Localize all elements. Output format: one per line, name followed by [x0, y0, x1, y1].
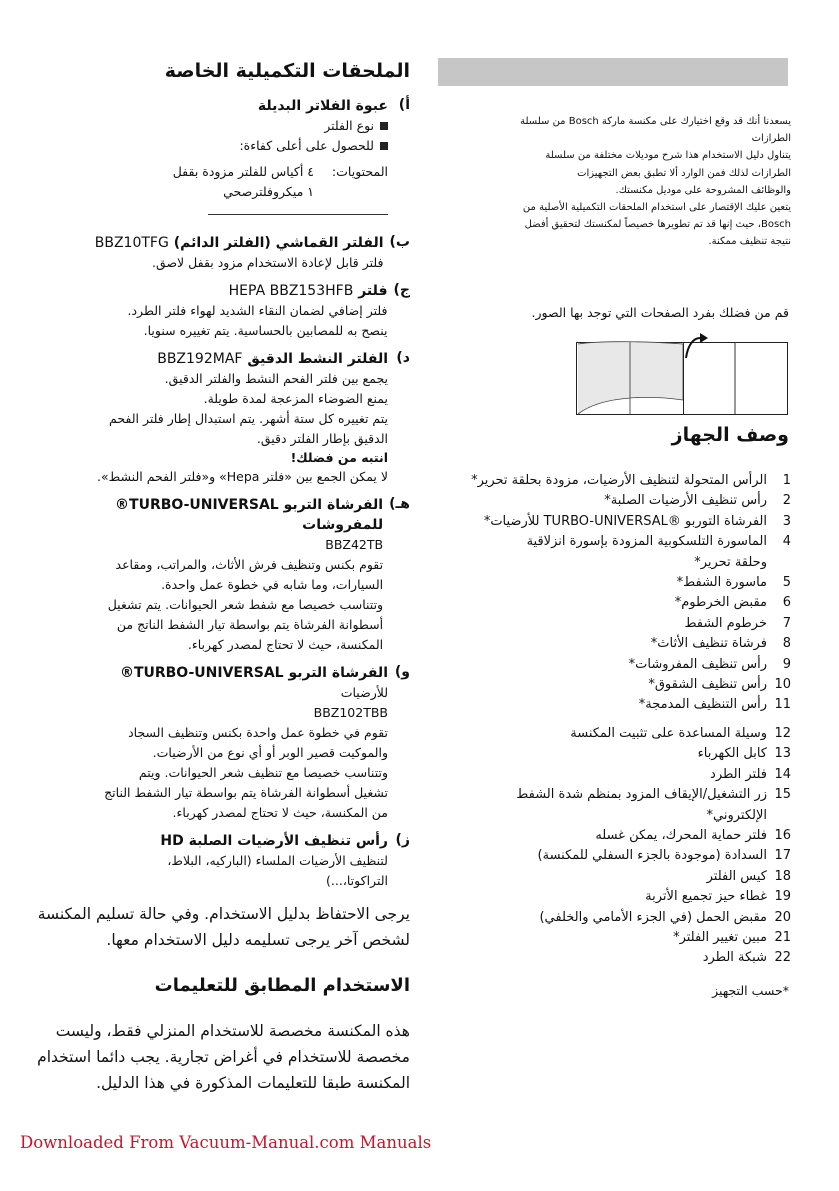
list-item: 4 الماسورة التلسكوبية المزودة بإسورة انزلاقية: [526, 534, 791, 550]
bullet-item: نوع الفلتر: [22, 116, 388, 136]
section-title: فلتر HEPA BBZ153HFB: [228, 283, 388, 299]
section-label: ز): [395, 832, 410, 848]
list-item: 1 الرأس المتحولة لتنظيف الأرضيات، مزودة بحلقة تحرير*: [471, 473, 791, 488]
section-g: [22, 831, 410, 891]
section-text: وتتناسب خصيصا مع شفط شعر الحيوانات. يتم تشغيل: [107, 597, 384, 612]
section-e: [22, 495, 410, 655]
section-text: وتتناسب خصيصا مع تنظيف شعر الحيوانات. ويتم: [138, 765, 388, 780]
intro-line: الطرازات: [751, 133, 791, 145]
list-item: 10 رأس تنظيف الشقوق*: [648, 677, 791, 693]
accessories-title: الملحقات التكميلية الخاصة: [164, 60, 410, 82]
list-item: 16 فلتر حماية المحرك، يمكن غسله: [595, 827, 791, 843]
section-title: رأس تنظيف الأرضيات الصلبة HD: [160, 833, 388, 849]
section-subtitle: للأرضيات: [340, 685, 388, 700]
intro-line: الطرازات لذلك فمن الوارد ألا تطبق بعض التجهيزات: [577, 167, 791, 179]
intro-line: Bosch، حيث إنها قد تم تطويرها خصيصاً لمكنستك لتحقيق أفضل: [524, 219, 791, 231]
intro-line: يسعدنا أنك قد وقع اختيارك على مكنسة ماركة Bosch من سلسلة: [520, 116, 791, 127]
section-title: الفلتر النشط الدقيق BBZ192MAF: [157, 351, 388, 367]
section-text: التراكوتا،...): [326, 873, 388, 888]
model-number: BBZ42TB: [325, 537, 384, 552]
section-text: تشغيل أسطوانة الفرشاة يتم بواسطة تيار الشفط الناتج: [104, 785, 388, 800]
list-item: 7 خرطوم الشفط: [684, 615, 791, 631]
contents-label: المحتويات:: [331, 164, 388, 179]
section-label: و): [394, 664, 410, 680]
keep-manual-paragraph: يرجى الاحتفاظ بدليل الاستخدام. وفي حالة تسليم المكنسة لشخص آخر يرجى تسليمه دليل الاستخدام معها.: [37, 905, 410, 949]
list-item: 14 فلتر الطرد: [710, 766, 791, 782]
section-a: [22, 96, 410, 225]
bullet-square-icon: [380, 142, 388, 150]
proper-use-paragraph: هذه المكنسة مخصصة للاستخدام المنزلي فقط، وليست مخصصة للاستخدام في أغراض تجارية. يجب دائما استخدام المكنسة طبقا للتعليمات المذكورة في هذا الدليل.: [37, 1022, 410, 1092]
section-text: تقوم بكنس وتنظيف فرش الأثاث، والمراتب، ومقاعد: [115, 557, 384, 572]
equipment-footnote: *حسب التجهيز: [712, 983, 789, 998]
section-text: أسطوانة الفرشاة يتم بواسطة تيار الشفط الناتج من: [116, 617, 384, 632]
section-title: الفرشاة التربو TURBO-UNIVERSAL®: [115, 497, 384, 513]
section-subtitle: للمفروشات: [302, 517, 384, 533]
list-item: 19 غطاء حيز تجميع الأتربة: [645, 889, 791, 905]
proper-use-title: الاستخدام المطابق للتعليمات: [154, 975, 410, 996]
download-source-link[interactable]: Downloaded From Vacuum-Manual.com Manuals: [20, 1133, 432, 1152]
section-label: أ): [398, 97, 410, 113]
list-item: 21 مبين تغيير الفلتر*: [673, 929, 791, 945]
section-b: [22, 233, 410, 273]
section-text: والموكيت قصير الوبر أو أي نوع من الأرضيات.: [152, 745, 388, 760]
section-text: ينصح به للمصابين بالحساسية. يتم تغييره سنويا.: [143, 323, 388, 338]
accessories-column: [22, 56, 410, 1118]
list-item: 20 مقبض الحمل (في الجزء الأمامي والخلفي): [539, 909, 791, 925]
contents-block: [22, 162, 388, 202]
section-label: هـ): [389, 496, 410, 512]
list-item: 5 ماسورة الشفط*: [676, 575, 791, 591]
list-item: 18 كيس الفلتر: [706, 868, 791, 884]
section-text: فلتر إضافي لضمان النقاء الشديد لهواء فلتر الطرد.: [127, 303, 388, 318]
list-item: 9 رأس تنظيف المفروشات*: [628, 656, 791, 672]
section-text: تقوم في خطوة عمل واحدة بكنس وتنظيف السجاد: [128, 725, 388, 740]
section-text: الدقيق بإطار الفلتر دقيق.: [256, 431, 388, 446]
intro-line: يتعين عليك الإقتصار على استخدام الملحقات التكميلية الأصلية من: [522, 202, 791, 214]
header-bar: [438, 58, 788, 86]
list-item: 8 فرشاة تنظيف الأثاث*: [650, 636, 791, 652]
divider: [208, 214, 388, 215]
section-label: ب): [389, 234, 410, 250]
intro-line: والوظائف المشروحة على موديل مكنستك.: [615, 184, 791, 196]
list-item: 22 شبكة الطرد: [702, 950, 791, 966]
section-label: د): [396, 350, 410, 366]
section-text: يجمع بين فلتر الفحم النشط والفلتر الدقيق.: [164, 371, 388, 386]
section-label: ج): [393, 282, 410, 298]
model-number: BBZ192MAF: [157, 351, 243, 367]
note-title: انتبه من فضلك!: [290, 450, 388, 465]
section-text: يمنع الضوضاء المزعجة لمدة طويلة.: [203, 391, 388, 406]
description-title: وصف الجهاز: [671, 424, 789, 446]
note-text: لا يمكن الجمع بين «فلتر Hepa» و«فلتر الفحم النشط».: [97, 469, 388, 484]
model-number: HEPA BBZ153HFB: [228, 283, 354, 299]
brand-name: TURBO-UNIVERSAL®: [115, 497, 279, 513]
list-item: 12 وسيلة المساعدة على تثبيت المكنسة: [570, 725, 791, 741]
bullet-item: للحصول على أعلى كفاءة:: [22, 136, 388, 156]
list-item: 3 الفرشاة التوربو ®TURBO-UNIVERSAL للأرضيات*: [483, 513, 791, 529]
section-f: [22, 663, 410, 823]
section-text: المكنسة، حيث لا تحتاج لمصدر كهرباء.: [187, 637, 384, 652]
section-text: لتنظيف الأرضيات الملساء (الباركيه، البلاط،: [167, 853, 388, 868]
fold-out-pages-illustration: [576, 332, 788, 418]
list-item: 2 رأس تنظيف الأرضيات الصلبة*: [604, 493, 791, 509]
list-item: الإلكتروني*: [706, 807, 767, 823]
list-item: 17 السدادة (موجودة بالجزء السفلي للمكنسة): [537, 848, 791, 864]
section-d: [22, 349, 410, 487]
section-title: عبوة الفلاتر البديلة: [257, 98, 388, 114]
section-c: [22, 281, 410, 341]
section-title: الفلتر القماشي (الفلتر الدائم) BBZ10TFG: [94, 235, 384, 251]
intro-paragraph: [501, 113, 791, 251]
model-number: BBZ102TBB: [313, 705, 388, 720]
section-text: من المكنسة، حيث لا تحتاج لمصدر كهرباء.: [172, 805, 388, 820]
list-item: 11 رأس التنظيف المدمجة*: [638, 697, 791, 713]
intro-line: يتناول دليل الاستخدام هذا شرح موديلات مختلفة من سلسلة: [545, 150, 791, 162]
intro-line: نتيجة تنظيف ممكنة.: [708, 236, 791, 248]
section-title: الفرشاة التربو TURBO-UNIVERSAL®: [119, 665, 388, 681]
parts-list: [431, 471, 791, 969]
section-text: يتم تغييره كل ستة أشهر. يتم استبدال إطار فلتر الفحم: [109, 411, 388, 426]
model-number: BBZ10TFG: [94, 235, 169, 251]
contents-line: ٤ أكياس للفلتر مزودة بقفل: [172, 164, 314, 179]
contents-line: ١ ميكروفلترصحي: [223, 184, 314, 199]
unfold-instruction: قم من فضلك بفرد الصفحات التي توجد بها الصور.: [531, 305, 789, 320]
list-item: 15 زر التشغيل/الإيقاف المزود بمنظم شدة الشفط: [516, 787, 791, 803]
section-text: السيارات، وما شابه في خطوة عمل واحدة.: [161, 577, 384, 592]
list-item: وحلقة تحرير*: [694, 554, 767, 570]
section-text: فلتر قابل لإعادة الاستخدام مزود بقفل لاصق.: [152, 255, 384, 270]
list-item: 6 مقبض الخرطوم*: [674, 595, 791, 611]
list-item: 13 كابل الكهرباء: [697, 746, 791, 762]
bullet-square-icon: [380, 122, 388, 130]
brand-name: TURBO-UNIVERSAL®: [119, 665, 284, 681]
